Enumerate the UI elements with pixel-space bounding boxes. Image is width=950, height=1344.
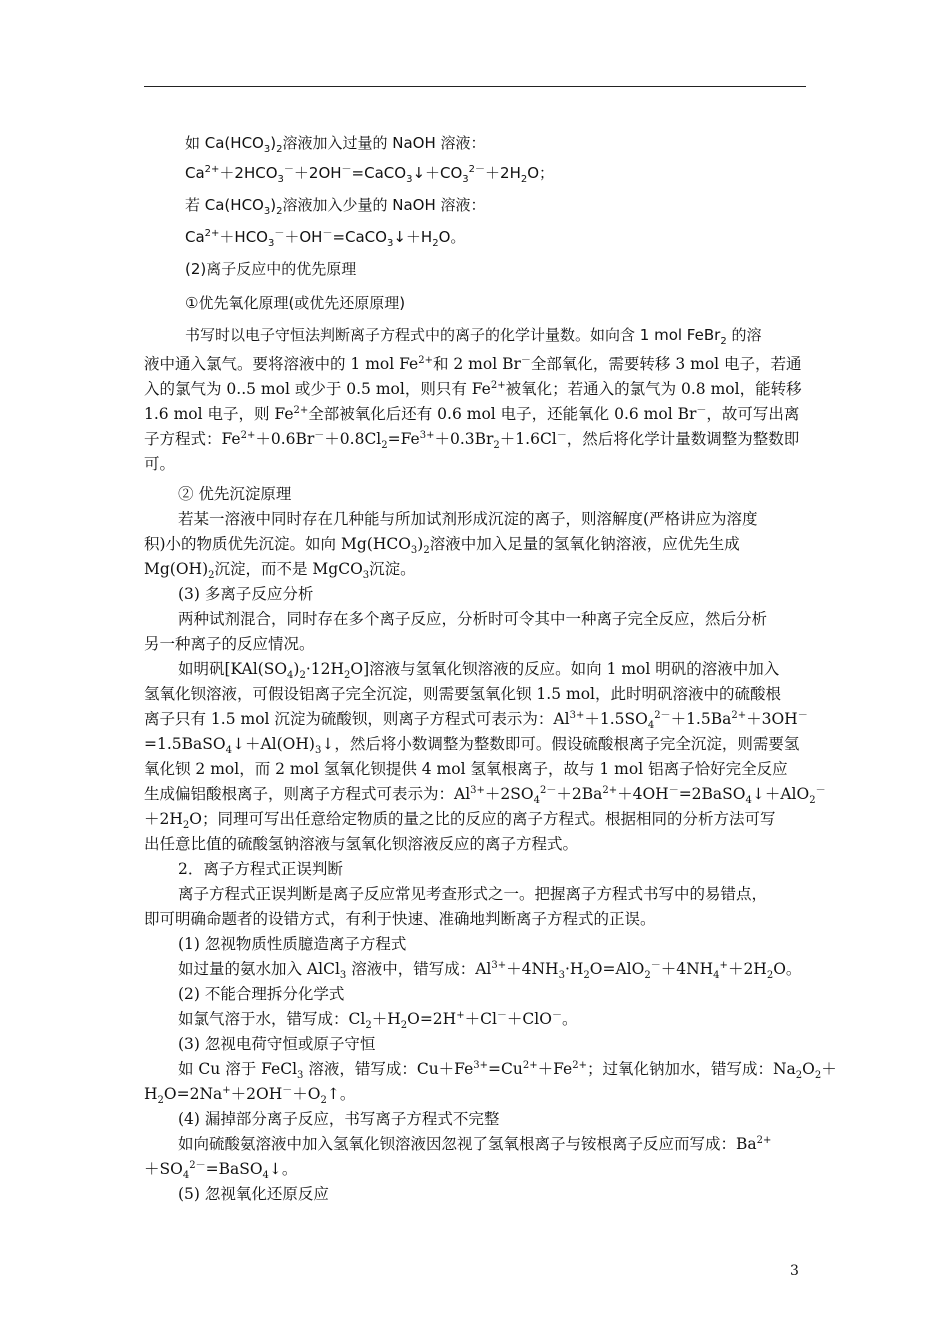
text-line: (1) 忽视物质性质臆造离子方程式 — [178, 935, 407, 953]
text-line: 若某一溶液中同时存在几种能与所加试剂形成沉淀的离子，则溶解度(严格讲应为溶度 — [178, 510, 758, 528]
text-line: 出任意比值的硫酸氢钠溶液与氢氧化钡溶液反应的离子方程式。 — [144, 835, 579, 853]
text-line: 若 $Ca(HCO_3)_2$溶液加入少量的 NaOH 溶液： — [185, 196, 486, 217]
header-rule — [144, 86, 806, 87]
text-line: 1.6 mol 电子，则 $Fe^{2+}$全部被氧化后还有 0.6 mol 电子，还能氧化 0.6 mol Br－，故可写出离 — [144, 404, 800, 423]
text-line: 离子方程式正误判断是离子反应常见考查形式之一。把握离子方程式书写中的易错点， — [178, 885, 768, 903]
text-line: $Ca^{2+}+2HCO_3^-+2OH^-=CaCO_3↓+CO_3^{2-}+2H_2O$； — [185, 164, 555, 185]
text-line: (2) 不能合理拆分化学式 — [178, 985, 345, 1003]
page-number: 3 — [790, 1263, 799, 1279]
text-line: 子方程式：$Fe^{2+}+0.6Br^-+0.8Cl_2=Fe^{3+}+0.3Br_2+1.6Cl^-$，然后将化学计量数调整为整数即 — [144, 429, 800, 452]
text-line: 入的氯气为 0..5 mol 或少于 0.5 mol，则只有 $Fe^{2+}$被氧化；若通入的氯气为 0.8 mol，能转移 — [144, 379, 802, 398]
text-line: 另一种离子的反应情况。 — [144, 635, 315, 653]
text-line: 如氯气溶于水，错写成：$Cl_2+H_2O=2H^++Cl^-+ClO^-$。 — [178, 1009, 578, 1032]
text-line: ② 优先沉淀原理 — [178, 485, 292, 503]
text-line: 可。 — [144, 455, 176, 473]
text-line: 2．离子方程式正误判断 — [178, 860, 343, 878]
text-line: 氧化钡 2 mol，而 2 mol 氢氧化钡提供 4 mol 氢氧根离子，故与 1 mol 铝离子恰好完全反应 — [144, 760, 788, 778]
text-line: 离子只有 1.5 mol 沉淀为硫酸钡，则离子方程式可表示为：$Al^{3+}+1.5SO_4^{2-}+1.5Ba^{2+}+3OH^-$ — [144, 709, 808, 732]
text-line: 如明矾$[KAl(SO_4)_2\cdot 12H_2O]$溶液与氢氧化钡溶液的反应。如向 1 mol 明矾的溶液中加入 — [178, 660, 780, 682]
text-line: 积)小的物质优先沉淀。如向 $Mg(HCO_3)_2$溶液中加入足量的氢氧化钠溶液，应优先生成 — [144, 535, 740, 557]
text-line: 如过量的氨水加入 AlCl$_3$ 溶液中，错写成：$Al^{3+}+4NH_3\cdot H_2O=AlO_2^-+4NH_4^++2H_2O$。 — [178, 959, 802, 982]
text-line: $H_2O=2Na^++2OH^-+O_2↑$。 — [144, 1084, 356, 1107]
text-line: 液中通入氯气。要将溶液中的 1 mol $Fe^{2+}$和 2 mol Br－全部氧化，需要转移 3 mol 电子，若通 — [144, 354, 802, 373]
text-line: (3) 多离子反应分析 — [178, 585, 314, 603]
text-line: 即可明确命题者的设错方式，有利于快速、准确地判断离子方程式的正误。 — [144, 910, 656, 928]
text-line: 生成偏铝酸根离子，则离子方程式可表示为：$Al^{3+}+2SO_4^{2-}+2Ba^{2+}+4OH^-=2BaSO_4↓+AlO_2^-$ — [144, 784, 826, 807]
text-line: 两种试剂混合，同时存在多个离子反应，分析时可令其中一种离子完全反应，然后分析 — [178, 610, 768, 628]
text-line: 氢氧化钡溶液，可假设铝离子完全沉淀，则需要氢氧化钡 1.5 mol，此时明矾溶液中的硫酸根 — [144, 685, 781, 703]
text-line: (2)离子反应中的优先原理 — [185, 260, 357, 278]
text-line: (4) 漏掉部分离子反应，书写离子方程式不完整 — [178, 1110, 500, 1128]
text-line: $Ca^{2+}+HCO_3^-+OH^-=CaCO_3↓+H_2O$。 — [185, 228, 466, 249]
text-line: $Mg(OH)_2$沉淀，而不是 MgCO$_3$沉淀。 — [144, 560, 416, 582]
text-line: ①优先氧化原理(或优先还原原理) — [185, 294, 406, 312]
text-line: (3) 忽视电荷守恒或原子守恒 — [178, 1035, 376, 1053]
text-line: 如向硫酸氨溶液中加入氢氧化钡溶液因忽视了氢氧根离子与铵根离子反应而写成：$Ba^{2+}$ — [178, 1134, 772, 1153]
text-line: 书写时以电子守恒法判断离子方程式中的离子的化学计量数。如向含 1 mol FeBr$_2$ 的溶 — [185, 326, 762, 347]
text-line: 如 Cu 溶于 FeCl$_3$ 溶液，错写成：$Cu+Fe^{3+}=Cu^{2+}+Fe^{2+}$；过氧化钠加水，错写成：$Na_2O_2+$ — [178, 1059, 837, 1082]
text-line: $+2H_2O$；同理可写出任意给定物质的量之比的反应的离子方程式。根据相同的分析方法可写 — [144, 810, 776, 832]
text-line: $+SO_4^{2-}=BaSO_4↓$。 — [144, 1159, 298, 1182]
text-line: 如 $Ca(HCO_3)_2$溶液加入过量的 NaOH 溶液： — [185, 134, 486, 155]
text-line: (5) 忽视氧化还原反应 — [178, 1185, 329, 1203]
text-line: $=1.5BaSO_4↓+Al(OH)_3↓$，然后将小数调整为整数即可。假设硫酸根离子完全沉淀，则需要氢 — [144, 735, 800, 757]
